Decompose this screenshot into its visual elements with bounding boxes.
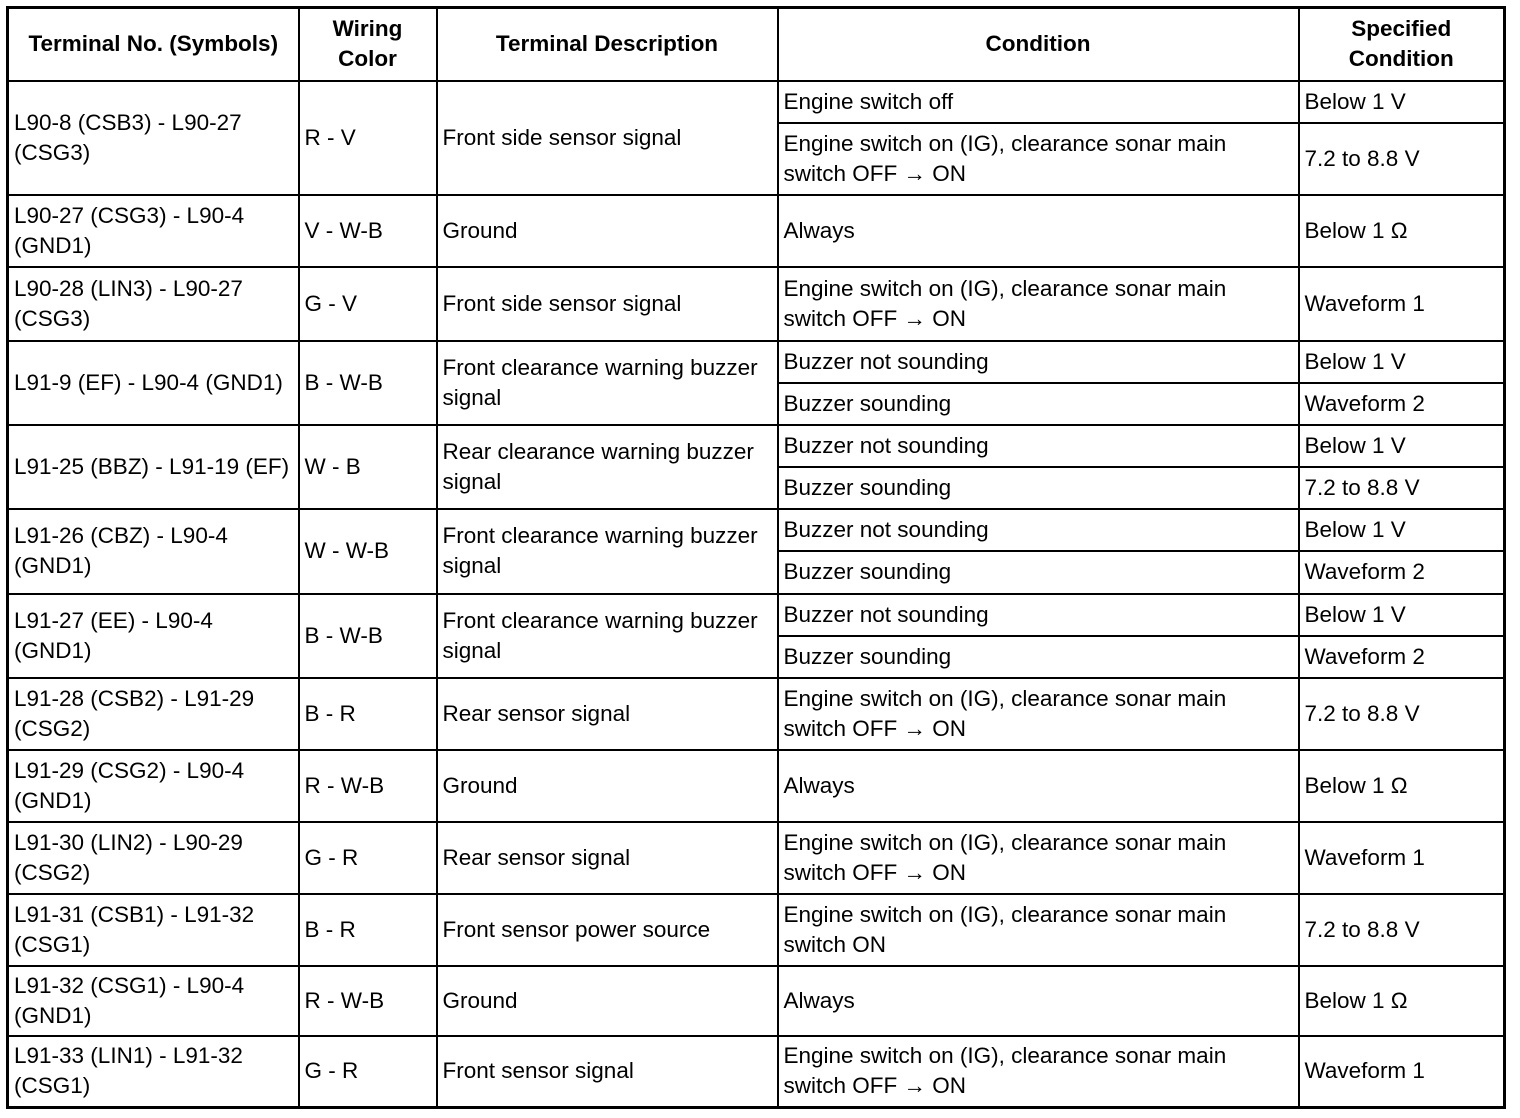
header-terminal: Terminal No. (Symbols) xyxy=(8,8,299,81)
terminal-description-cell: Rear clearance warning buzzer signal xyxy=(437,425,778,509)
terminal-table xyxy=(6,6,1506,1109)
terminal-description-cell: Front side sensor signal xyxy=(437,81,778,195)
terminal-cell: L91-33 (LIN1) - L91-32 (CSG1) xyxy=(8,1036,299,1108)
terminal-description-cell: Front clearance warning buzzer signal xyxy=(437,594,778,678)
condition-cell: Always xyxy=(778,750,1299,822)
specified-condition-cell: Waveform 2 xyxy=(1299,636,1505,678)
table-row xyxy=(8,966,1505,1036)
condition-cell: Buzzer not sounding xyxy=(778,509,1299,551)
condition-cell: Engine switch on (IG), clearance sonar main switch OFF → ON xyxy=(778,123,1299,195)
terminal-cell: L91-9 (EF) - L90-4 (GND1) xyxy=(8,341,299,425)
table-row xyxy=(8,425,1505,467)
wiring-color-cell: G - V xyxy=(299,267,437,341)
terminal-description-cell: Ground xyxy=(437,750,778,822)
specified-condition-cell: 7.2 to 8.8 V xyxy=(1299,467,1505,509)
terminal-cell: L91-30 (LIN2) - L90-29 (CSG2) xyxy=(8,822,299,894)
condition-cell: Buzzer sounding xyxy=(778,467,1299,509)
terminal-description-cell: Front clearance warning buzzer signal xyxy=(437,341,778,425)
wiring-color-cell: B - W-B xyxy=(299,341,437,425)
terminal-cell: L91-28 (CSB2) - L91-29 (CSG2) xyxy=(8,678,299,750)
condition-cell: Engine switch on (IG), clearance sonar main switch ON xyxy=(778,894,1299,966)
terminal-cell: L91-31 (CSB1) - L91-32 (CSG1) xyxy=(8,894,299,966)
wiring-color-cell: W - B xyxy=(299,425,437,509)
specified-condition-cell: Waveform 2 xyxy=(1299,383,1505,425)
header-specified-condition: Specified Condition xyxy=(1299,8,1505,81)
terminal-cell: L90-27 (CSG3) - L90-4 (GND1) xyxy=(8,195,299,267)
terminal-description-cell: Ground xyxy=(437,195,778,267)
specified-condition-cell: 7.2 to 8.8 V xyxy=(1299,123,1505,195)
specified-condition-cell: 7.2 to 8.8 V xyxy=(1299,894,1505,966)
specified-condition-cell: Below 1 Ω xyxy=(1299,750,1505,822)
wiring-color-cell: B - R xyxy=(299,678,437,750)
specified-condition-cell: Below 1 Ω xyxy=(1299,966,1505,1036)
condition-cell: Buzzer sounding xyxy=(778,383,1299,425)
specified-condition-cell: Waveform 1 xyxy=(1299,1036,1505,1108)
table-row xyxy=(8,678,1505,750)
specified-condition-cell: Waveform 1 xyxy=(1299,822,1505,894)
condition-cell: Always xyxy=(778,966,1299,1036)
condition-cell: Engine switch on (IG), clearance sonar main switch OFF → ON xyxy=(778,678,1299,750)
specified-condition-cell: Below 1 V xyxy=(1299,594,1505,636)
table-row xyxy=(8,822,1505,894)
terminal-description-cell: Ground xyxy=(437,966,778,1036)
header-row xyxy=(8,8,1505,81)
condition-cell: Buzzer sounding xyxy=(778,551,1299,594)
wiring-color-cell: W - W-B xyxy=(299,509,437,594)
terminal-description-cell: Rear sensor signal xyxy=(437,678,778,750)
specified-condition-cell: Waveform 1 xyxy=(1299,267,1505,341)
specified-condition-cell: Below 1 V xyxy=(1299,341,1505,383)
header-wiring-color: Wiring Color xyxy=(299,8,437,81)
terminal-cell: L91-26 (CBZ) - L90-4 (GND1) xyxy=(8,509,299,594)
condition-cell: Buzzer not sounding xyxy=(778,594,1299,636)
condition-cell: Engine switch on (IG), clearance sonar main switch OFF → ON xyxy=(778,822,1299,894)
table-row xyxy=(8,509,1505,551)
table-row xyxy=(8,894,1505,966)
specified-condition-cell: Waveform 2 xyxy=(1299,551,1505,594)
wiring-color-cell: R - V xyxy=(299,81,437,195)
terminal-cell: L91-32 (CSG1) - L90-4 (GND1) xyxy=(8,966,299,1036)
terminal-table-container xyxy=(6,6,1506,1109)
wiring-color-cell: R - W-B xyxy=(299,966,437,1036)
terminal-cell: L91-29 (CSG2) - L90-4 (GND1) xyxy=(8,750,299,822)
terminal-cell: L91-25 (BBZ) - L91-19 (EF) xyxy=(8,425,299,509)
table-row xyxy=(8,81,1505,123)
terminal-description-cell: Front side sensor signal xyxy=(437,267,778,341)
terminal-cell: L90-28 (LIN3) - L90-27 (CSG3) xyxy=(8,267,299,341)
terminal-description-cell: Front sensor power source xyxy=(437,894,778,966)
condition-cell: Buzzer not sounding xyxy=(778,341,1299,383)
table-row xyxy=(8,267,1505,341)
terminal-cell: L91-27 (EE) - L90-4 (GND1) xyxy=(8,594,299,678)
table-body xyxy=(8,81,1505,1108)
specified-condition-cell: 7.2 to 8.8 V xyxy=(1299,678,1505,750)
table-row xyxy=(8,594,1505,636)
specified-condition-cell: Below 1 V xyxy=(1299,81,1505,123)
table-row xyxy=(8,341,1505,383)
wiring-color-cell: G - R xyxy=(299,1036,437,1108)
specified-condition-cell: Below 1 V xyxy=(1299,425,1505,467)
terminal-description-cell: Front sensor signal xyxy=(437,1036,778,1108)
specified-condition-cell: Below 1 Ω xyxy=(1299,195,1505,267)
terminal-description-cell: Rear sensor signal xyxy=(437,822,778,894)
wiring-color-cell: G - R xyxy=(299,822,437,894)
table-row xyxy=(8,1036,1505,1108)
table-row xyxy=(8,750,1505,822)
condition-cell: Buzzer not sounding xyxy=(778,425,1299,467)
terminal-cell: L90-8 (CSB3) - L90-27 (CSG3) xyxy=(8,81,299,195)
wiring-color-cell: B - W-B xyxy=(299,594,437,678)
condition-cell: Buzzer sounding xyxy=(778,636,1299,678)
header-condition: Condition xyxy=(778,8,1299,81)
wiring-color-cell: V - W-B xyxy=(299,195,437,267)
specified-condition-cell: Below 1 V xyxy=(1299,509,1505,551)
wiring-color-cell: B - R xyxy=(299,894,437,966)
condition-cell: Always xyxy=(778,195,1299,267)
table-row xyxy=(8,195,1505,267)
terminal-description-cell: Front clearance warning buzzer signal xyxy=(437,509,778,594)
condition-cell: Engine switch on (IG), clearance sonar main switch OFF → ON xyxy=(778,1036,1299,1108)
condition-cell: Engine switch off xyxy=(778,81,1299,123)
condition-cell: Engine switch on (IG), clearance sonar main switch OFF → ON xyxy=(778,267,1299,341)
header-terminal-description: Terminal Description xyxy=(437,8,778,81)
wiring-color-cell: R - W-B xyxy=(299,750,437,822)
